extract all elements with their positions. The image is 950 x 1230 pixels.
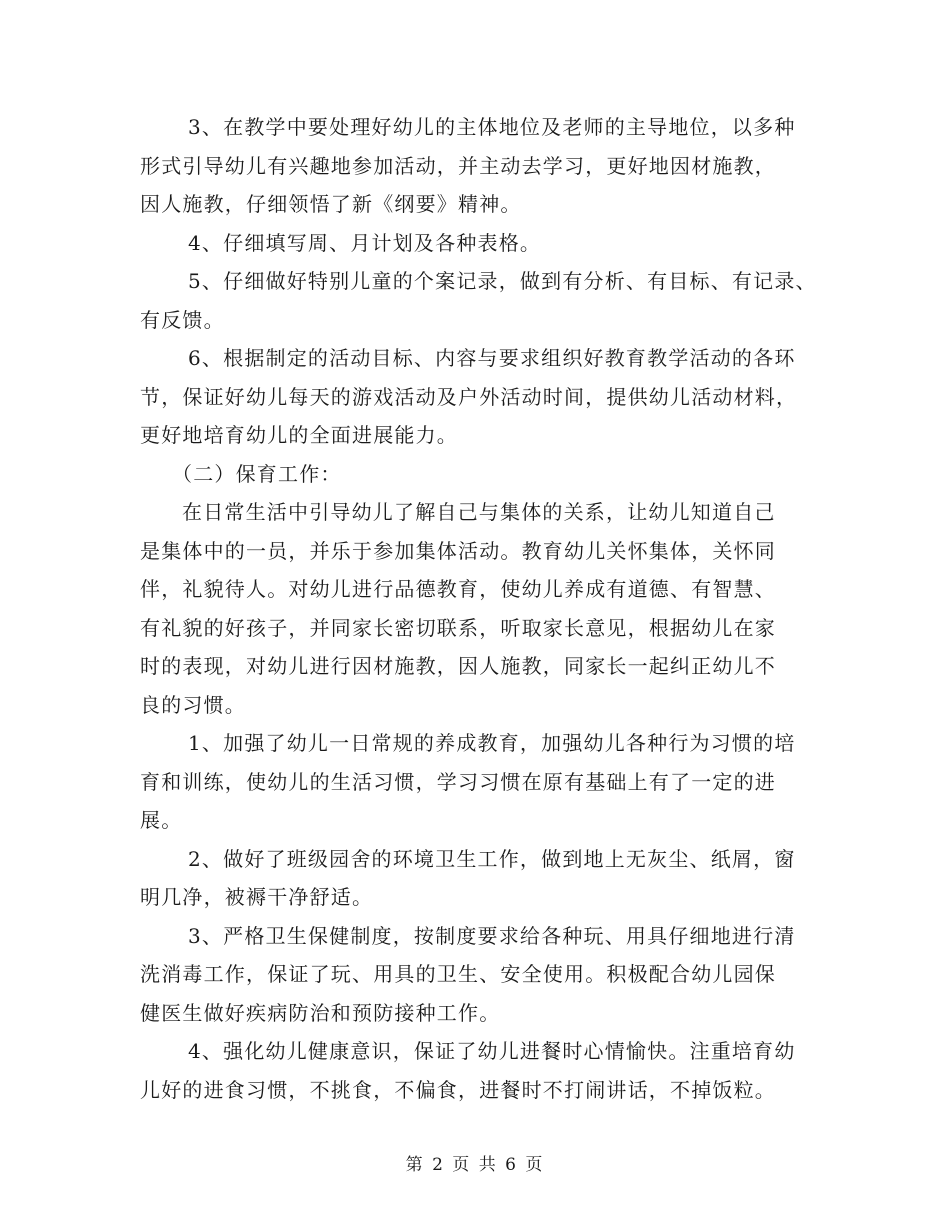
paragraph xyxy=(140,724,830,840)
paragraph xyxy=(140,108,830,224)
paragraph xyxy=(140,1032,830,1109)
text-line: 节，保证好幼儿每天的游戏活动及户外活动时间，提供幼儿活动材料， xyxy=(140,384,798,409)
text-line: 3、在教学中要处理好幼儿的主体地位及老师的主导地位，以多种 xyxy=(188,115,796,139)
paragraph xyxy=(140,224,830,263)
paragraph xyxy=(140,493,830,724)
text-line: 时的表现，对幼儿进行因材施教，因人施教，同家长一起纠正幼儿不 xyxy=(140,654,776,678)
text-line: 育和训练，使幼儿的生活习惯，学习习惯在原有基础上有了一定的进 xyxy=(140,769,776,794)
paragraph xyxy=(140,840,830,917)
text-line: 形式引导幼儿有兴趣地参加活动，并主动去学习，更好地因材施教， xyxy=(140,153,776,178)
text-line: 1、加强了幼儿一日常规的养成教育，加强幼儿各种行为习惯的培 xyxy=(188,731,796,755)
text-line: 6、根据制定的活动目标、内容与要求组织好教育教学活动的各环 xyxy=(188,346,796,370)
text-line: 是集体中的一员，并乐于参加集体活动。教育幼儿关怀集体，关怀同 xyxy=(140,538,776,563)
text-line: 洗消毒工作，保证了玩、用具的卫生、安全使用。积极配合幼儿园保 xyxy=(140,962,776,986)
text-line: 4、强化幼儿健康意识，保证了幼儿进餐时心情愉快。注重培育幼 xyxy=(188,1039,796,1063)
text-line: 5、仔细做好特别儿童的个案记录，做到有分析、有目标、有记录、 xyxy=(188,269,817,293)
text-line: 在日常生活中引导幼儿了解自己与集体的关系，让幼儿知道自己 xyxy=(182,500,776,524)
document-body xyxy=(140,108,830,1109)
text-line: 有反馈。 xyxy=(140,307,225,332)
text-line: 3、严格卫生保健制度，按制度要求给各种玩、用具仔细地进行清 xyxy=(188,923,796,948)
text-line: 儿好的进食习惯，不挑食，不偏食，进餐时不打闹讲话，不掉饭粒。 xyxy=(140,1077,776,1102)
text-line: 有礼貌的好孩子，并同家长密切联系，听取家长意见，根据幼儿在家 xyxy=(140,615,776,640)
text-line: 良的习惯。 xyxy=(140,692,246,717)
text-line: 展。 xyxy=(140,808,183,832)
text-line: 2、做好了班级园舍的环境卫生工作，做到地上无灰尘、纸屑，窗 xyxy=(188,846,796,871)
paragraph xyxy=(140,339,830,455)
paragraph xyxy=(140,917,830,1033)
text-line: 更好地培育幼儿的全面进展能力。 xyxy=(140,423,458,447)
text-line: 明几净，被褥干净舒适。 xyxy=(140,885,374,909)
text-line: 4、仔细填写周、月计划及各种表格。 xyxy=(188,230,542,255)
text-line: 因人施教，仔细领悟了新《纲要》精神。 xyxy=(140,192,522,216)
text-line: （二）保育工作： xyxy=(172,461,342,486)
paragraph xyxy=(140,262,830,339)
text-line: 健医生做好疾病防治和预防接种工作。 xyxy=(140,1000,501,1025)
page-number-footer: 第 2 页 共 6 页 xyxy=(405,1155,545,1175)
text-line: 伴，礼貌待人。对幼儿进行品德教育，使幼儿养成有道德、有智慧、 xyxy=(140,577,776,601)
paragraph xyxy=(140,455,830,494)
